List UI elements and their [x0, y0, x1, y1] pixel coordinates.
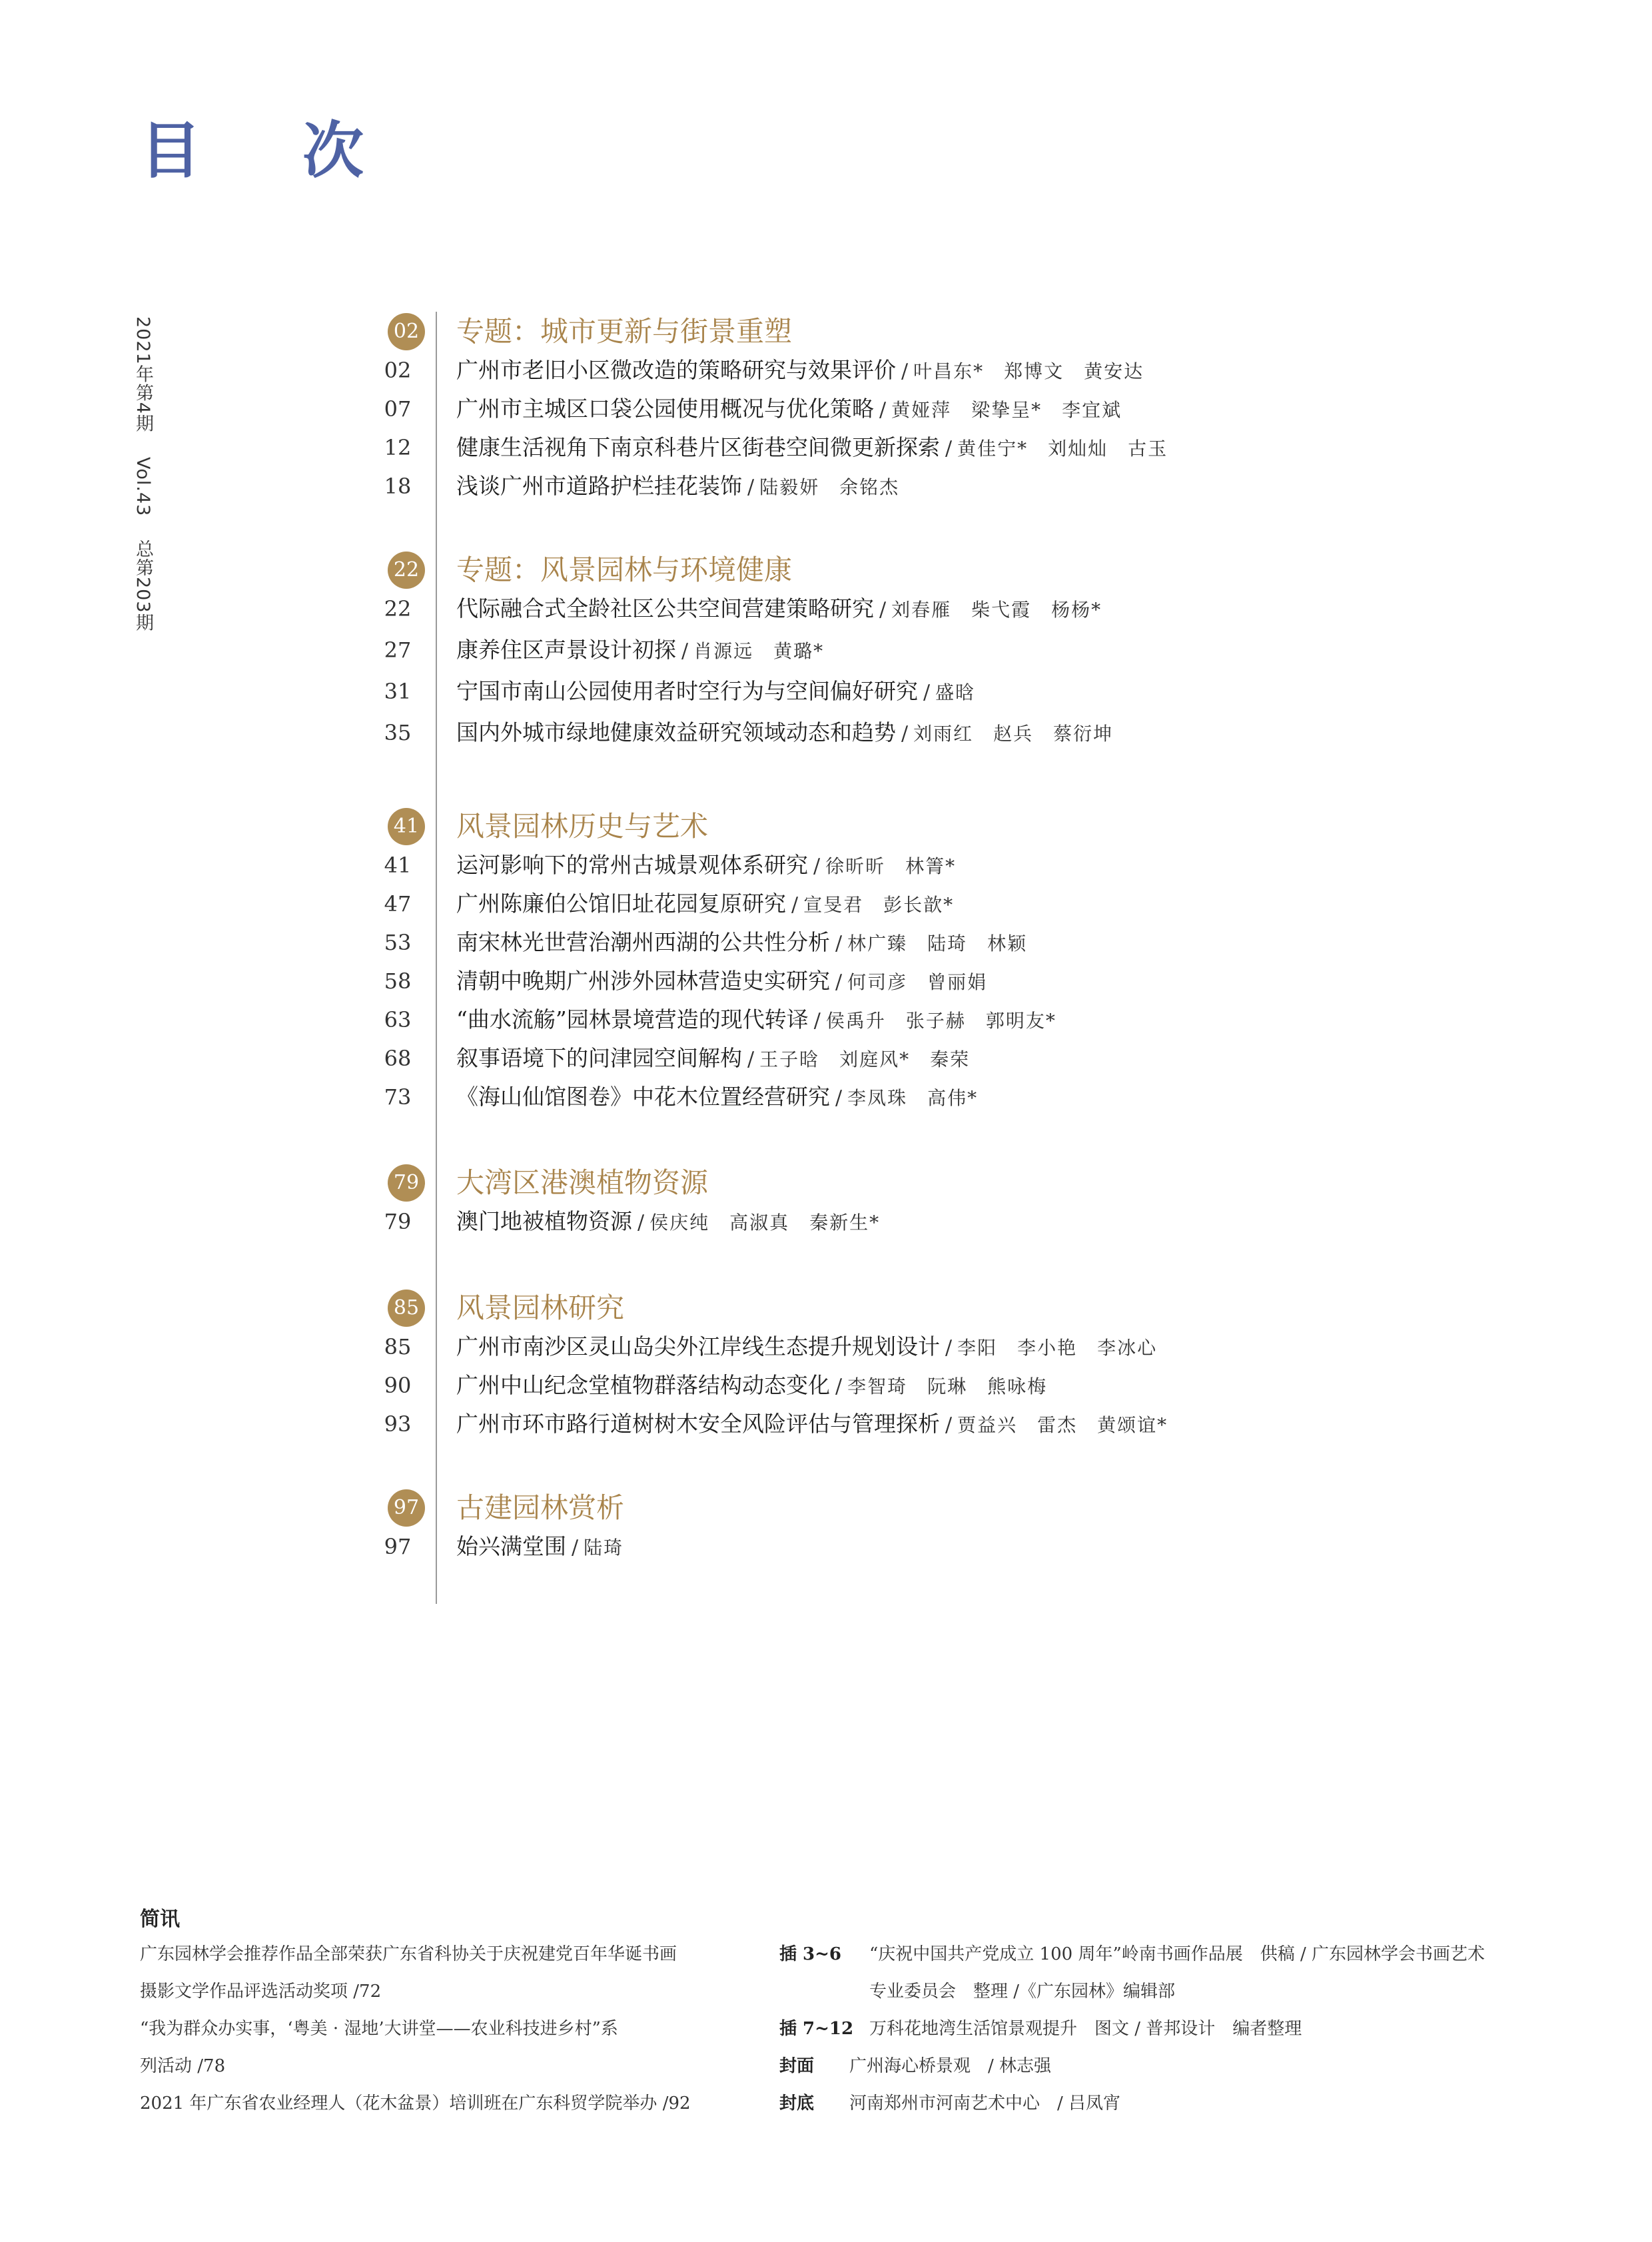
back-cover-text[interactable]: 河南郑州市河南艺术中心 / 吕凤宵 — [849, 2093, 1121, 2113]
separator-slash: / — [923, 681, 931, 704]
entry-page-number: 53 — [384, 930, 412, 955]
section-title: 风景园林历史与艺术 — [456, 810, 709, 843]
insert-text[interactable]: 专业委员会 整理 /《广东园林》编辑部 — [869, 1982, 1176, 2002]
article-authors: 林广臻 陆琦 林颖 — [847, 933, 1028, 954]
article-title: 代际融合式全龄社区公共空间营建策略研究 — [456, 595, 874, 621]
section-page-badge: 85 — [388, 1290, 425, 1327]
news-left-column — [140, 1936, 753, 2122]
article-title: 广州市南沙区灵山岛尖外江岸线生态提升规划设计 — [456, 1333, 940, 1359]
entry-page-number: 18 — [384, 474, 412, 499]
entry-page-number: 47 — [384, 891, 412, 917]
back-cover-row — [779, 2085, 1532, 2122]
entry-line — [456, 848, 956, 887]
entry-line — [456, 392, 1122, 430]
article-authors: 王子晗 刘庭风* 秦荣 — [759, 1048, 971, 1070]
separator-slash: / — [572, 1536, 579, 1559]
article-authors: 黄娅萍 梁挚呈* 李宜斌 — [891, 399, 1122, 421]
article-authors: 贾益兴 雷杰 黄颂谊* — [957, 1414, 1168, 1436]
section-page-badge: 79 — [388, 1164, 425, 1202]
entry-page-number: 02 — [384, 358, 412, 383]
entry-line — [456, 715, 1113, 754]
entry-page-number: 90 — [384, 1373, 412, 1398]
section-title: 大湾区港澳植物资源 — [456, 1166, 709, 1199]
entry-page-number: 63 — [384, 1007, 412, 1032]
toc-divider-line — [436, 312, 437, 1604]
article-title: 清朝中晚期广州涉外园林营造史实研究 — [456, 968, 830, 994]
entry-line — [456, 1041, 970, 1080]
separator-slash: / — [879, 398, 887, 422]
section-page-badge: 97 — [388, 1489, 425, 1527]
entry-line — [456, 674, 975, 713]
article-title: 始兴满堂围 — [456, 1533, 566, 1559]
separator-slash: / — [945, 1413, 953, 1437]
news-item[interactable]: “我为群众办实事，‘粤美 · 湿地’大讲堂——农业科技进乡村”系 — [140, 2019, 618, 2039]
separator-slash: / — [901, 360, 909, 383]
article-authors: 黄佳宁* 刘灿灿 古玉 — [957, 438, 1168, 460]
article-title: 广州中山纪念堂植物群落结构动态变化 — [456, 1372, 830, 1398]
entry-page-number: 07 — [384, 396, 412, 422]
article-authors: 盛晗 — [935, 681, 976, 703]
entry-line — [456, 1002, 1056, 1041]
article-title: 运河影响下的常州古城景观体系研究 — [456, 852, 808, 878]
issue-year: 2021年第4期 — [133, 316, 153, 433]
article-authors: 宣旻君 彭长歆* — [803, 894, 955, 916]
article-authors: 刘春雁 柴弋霞 杨杨* — [891, 599, 1102, 621]
cover-label: 封面 — [779, 2056, 815, 2076]
page-title: 目 次 — [140, 115, 404, 187]
section-title: 风景园林研究 — [456, 1292, 625, 1324]
article-title: 宁国市南山公园使用者时空行为与空间偏好研究 — [456, 678, 918, 704]
entry-line — [456, 1329, 1157, 1368]
entry-line — [456, 887, 954, 925]
article-title: 国内外城市绿地健康效益研究领域动态和趋势 — [456, 719, 896, 745]
section-title: 专题：风景园林与环境健康 — [456, 554, 793, 586]
entry-page-number: 58 — [384, 968, 412, 994]
insert-row — [779, 2010, 1532, 2048]
entry-page-number: 97 — [384, 1534, 412, 1559]
news-item[interactable]: 摄影文学作品评选活动奖项 /72 — [140, 1982, 382, 2002]
article-title: 广州市环市路行道树树木安全风险评估与管理探析 — [456, 1411, 940, 1437]
article-title: 叙事语境下的问津园空间解构 — [456, 1045, 742, 1071]
entry-page-number: 79 — [384, 1209, 412, 1234]
article-authors: 刘雨红 赵兵 蔡衍坤 — [913, 723, 1114, 745]
separator-slash: / — [791, 893, 799, 917]
section-title: 古建园林赏析 — [456, 1491, 625, 1524]
article-title: 康养住区声景设计初探 — [456, 637, 676, 663]
article-authors: 徐昕昕 林箐* — [825, 855, 957, 877]
separator-slash: / — [747, 476, 755, 499]
separator-slash: / — [945, 437, 953, 460]
article-authors: 肖源远 黄璐* — [693, 640, 825, 662]
entry-line — [456, 353, 1144, 392]
cover-row — [779, 2048, 1532, 2085]
section-page-badge: 41 — [388, 808, 425, 845]
insert-label: 插 3~6 — [779, 1944, 842, 1964]
entry-page-number: 31 — [384, 679, 412, 704]
separator-slash: / — [813, 855, 821, 878]
news-item[interactable]: 广东园林学会推荐作品全部荣获广东省科协关于庆祝建党百年华诞书画 — [140, 1944, 677, 1964]
article-authors: 侯庆纯 高淑真 秦新生* — [649, 1212, 881, 1234]
separator-slash: / — [681, 639, 689, 663]
insert-row — [779, 1973, 1532, 2010]
insert-text[interactable]: 万科花地湾生活馆景观提升 图文 / 普邦设计 编者整理 — [869, 2019, 1302, 2039]
article-authors: 叶昌东* 郑博文 黄安达 — [913, 360, 1144, 382]
article-title: 广州市主城区口袋公园使用概况与优化策略 — [456, 396, 874, 422]
article-title: 南宋林光世营治潮州西湖的公共性分析 — [456, 929, 830, 955]
entry-line — [456, 430, 1168, 469]
separator-slash: / — [835, 932, 843, 955]
entry-page-number: 73 — [384, 1084, 412, 1110]
entry-line — [456, 1204, 880, 1243]
entry-line — [456, 964, 987, 1002]
separator-slash: / — [835, 1086, 843, 1110]
news-item[interactable]: 2021 年广东省农业经理人（花木盆景）培训班在广东科贸学院举办 /92 — [140, 2093, 691, 2113]
entry-page-number: 35 — [384, 720, 412, 745]
entry-line — [456, 1080, 978, 1118]
entry-page-number: 27 — [384, 637, 412, 663]
section-page-badge: 22 — [388, 552, 425, 589]
article-authors: 陆毅妍 余铭杰 — [759, 476, 900, 498]
article-title: 广州陈廉伯公馆旧址花园复原研究 — [456, 891, 786, 917]
entry-page-number: 85 — [384, 1334, 412, 1359]
entry-line — [456, 633, 824, 671]
article-title: “曲水流觞”园林景境营造的现代转译 — [456, 1006, 809, 1032]
insert-row — [779, 1936, 1532, 1973]
entry-line — [456, 925, 1027, 964]
separator-slash: / — [835, 1375, 843, 1398]
separator-slash: / — [637, 1211, 645, 1234]
article-authors: 何司彦 曾丽娟 — [847, 971, 988, 993]
separator-slash: / — [813, 1009, 821, 1032]
entry-line — [456, 1368, 1047, 1407]
article-title: 澳门地被植物资源 — [456, 1208, 632, 1234]
article-authors: 李智琦 阮琳 熊咏梅 — [847, 1375, 1048, 1397]
news-item[interactable]: 列活动 /78 — [140, 2056, 226, 2076]
article-authors: 侯禹升 张子赫 郭明友* — [825, 1010, 1056, 1032]
article-authors: 李阳 李小艳 李冰心 — [957, 1337, 1158, 1359]
entry-page-number: 41 — [384, 853, 412, 878]
separator-slash: / — [879, 598, 887, 621]
article-title: 广州市老旧小区微改造的策略研究与效果评价 — [456, 357, 896, 383]
separator-slash: / — [901, 722, 909, 745]
entry-page-number: 22 — [384, 596, 412, 621]
separator-slash: / — [945, 1336, 953, 1359]
issue-total: 总第203期 — [133, 540, 153, 632]
article-title: 健康生活视角下南京科巷片区街巷空间微更新探索 — [456, 434, 940, 460]
insert-label: 插 7~12 — [779, 2019, 854, 2039]
article-title: 《海山仙馆图卷》中花木位置经营研究 — [456, 1084, 830, 1110]
issue-volume: Vol.43 — [133, 456, 153, 516]
separator-slash: / — [747, 1048, 755, 1071]
entry-line — [456, 469, 899, 508]
entry-line — [456, 1407, 1168, 1445]
news-right-column — [779, 1936, 1532, 2122]
separator-slash: / — [835, 970, 843, 994]
entry-page-number: 12 — [384, 435, 412, 460]
section-page-badge: 02 — [388, 313, 425, 350]
entry-line — [456, 1529, 623, 1568]
section-title: 专题：城市更新与街景重塑 — [456, 315, 793, 348]
back-cover-label: 封底 — [779, 2093, 815, 2113]
article-title: 浅谈广州市道路护栏挂花装饰 — [456, 473, 742, 499]
issue-info — [130, 316, 156, 649]
news-heading: 简讯 — [140, 1908, 180, 1931]
cover-text[interactable]: 广州海心桥景观 / 林志强 — [849, 2056, 1052, 2076]
entry-page-number: 93 — [384, 1411, 412, 1437]
entry-page-number: 68 — [384, 1046, 412, 1071]
article-authors: 陆琦 — [584, 1537, 624, 1559]
entry-line — [456, 591, 1102, 630]
insert-text[interactable]: “庆祝中国共产党成立 100 周年”岭南书画作品展 供稿 / 广东园林学会书画艺术 — [869, 1944, 1485, 1964]
article-authors: 李凤珠 高伟* — [847, 1087, 979, 1109]
